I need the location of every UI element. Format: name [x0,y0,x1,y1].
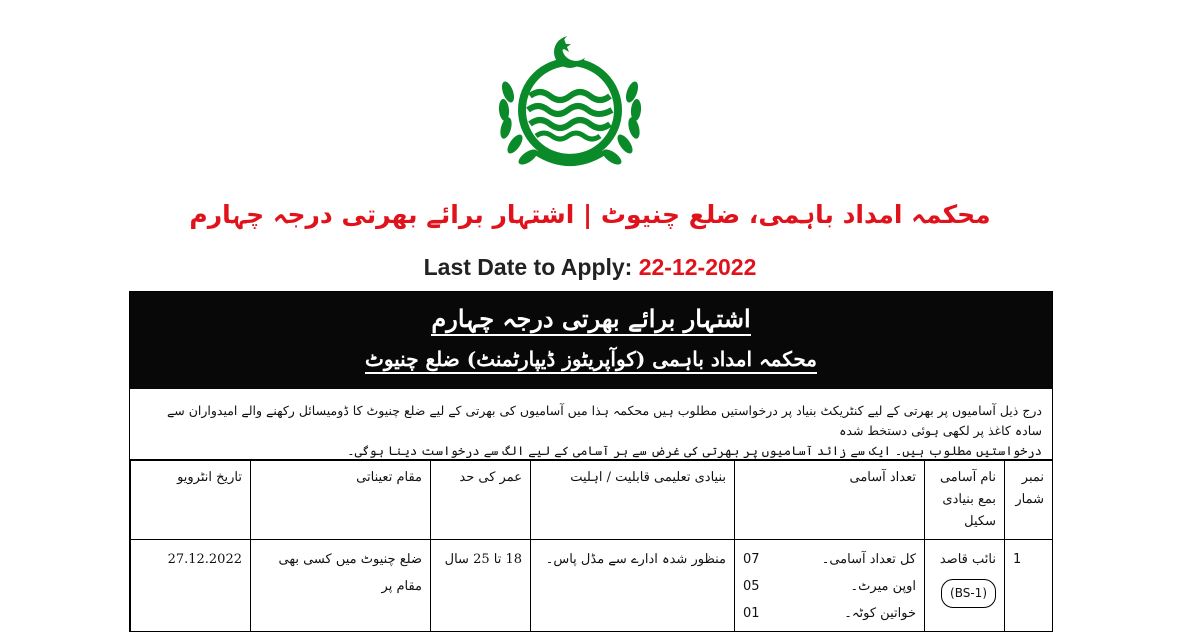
vacancy-table [130,460,1053,632]
column-header-post: نام آسامی بمع بنیادی سکیل [925,461,1005,540]
interview-date: 27.12.2022 [168,546,242,573]
job-advertisement [129,291,1053,632]
last-date-label: Last Date to Apply: [424,254,633,280]
count-third-value: 01 [743,600,760,627]
table-row [131,540,1053,632]
count-open-line [743,573,916,600]
count-total-label: کل تعداد آسامی۔ [822,546,916,573]
column-header-age: عمر کی حد [431,461,531,540]
last-date [0,254,1180,281]
column-header-serial: نمبر شمار [1005,461,1053,540]
government-of-punjab-logo [490,22,650,180]
column-header-interview: تاریخ انٹرویو [131,461,251,540]
count-total-value: 07 [743,546,760,573]
advertisement-heading: اشتہار برائے بھرتی درجہ چہارم [431,292,750,336]
cell-count [735,540,925,632]
count-third-line [743,600,916,627]
count-open-label: اوپن میرٹ۔ [851,573,916,600]
cell-interview [131,540,251,632]
post-scale: (BS-1) [941,579,996,608]
cell-qualification: منظور شدہ ادارے سے مڈل پاس۔ [531,540,735,632]
advertisement-header [130,292,1052,389]
column-header-posting: مقام تعیناتی [251,461,431,540]
cell-serial: 1 [1005,540,1053,632]
cell-posting: ضلع چنیوٹ میں کسی بھی مقام پر [251,540,431,632]
table-header-row [131,461,1053,540]
column-header-count: تعداد آسامی [735,461,925,540]
intro-line-1: درج ذیل آسامیوں پر بھرتی کے لیے کنٹریکٹ بنیاد پر درخواستیں مطلوب ہیں محکمہ ہذا میں آسامیوں کی بھرتی کے لیے ضلع چنیوٹ کا ڈومیسائل رکھنے والے امیدواران سے سادہ کاغذ پر لکھی ہوئی دستخط شدہ [140,401,1042,441]
department-heading: محکمہ امداد باہمی (کوآپریٹوز ڈیپارٹمنٹ) ضلع چنیوٹ [365,346,817,374]
last-date-value: 22-12-2022 [639,254,757,280]
cell-post [925,540,1005,632]
count-open-value: 05 [743,573,760,600]
count-third-label: خواتین کوٹہ۔ [844,600,916,627]
intro-line-2: درخواستیں مطلوب ہیں۔ ایک سے زائد آسامیوں پر بھرتی کی غرض سے ہر آسامی کے لیے الگ سے درخواست دینا ہوگی۔ [140,441,1042,461]
page-title: محکمہ امداد باہمی، ضلع چنیوٹ | اشتہار برائے بھرتی درجہ چہارم [0,200,1180,229]
advertisement-intro [130,389,1052,460]
column-header-qualification: بنیادی تعلیمی قابلیت / اہلیت [531,461,735,540]
count-total-line [743,546,916,573]
post-name: نائب قاصد [933,546,996,573]
cell-age: 18 تا 25 سال [431,540,531,632]
